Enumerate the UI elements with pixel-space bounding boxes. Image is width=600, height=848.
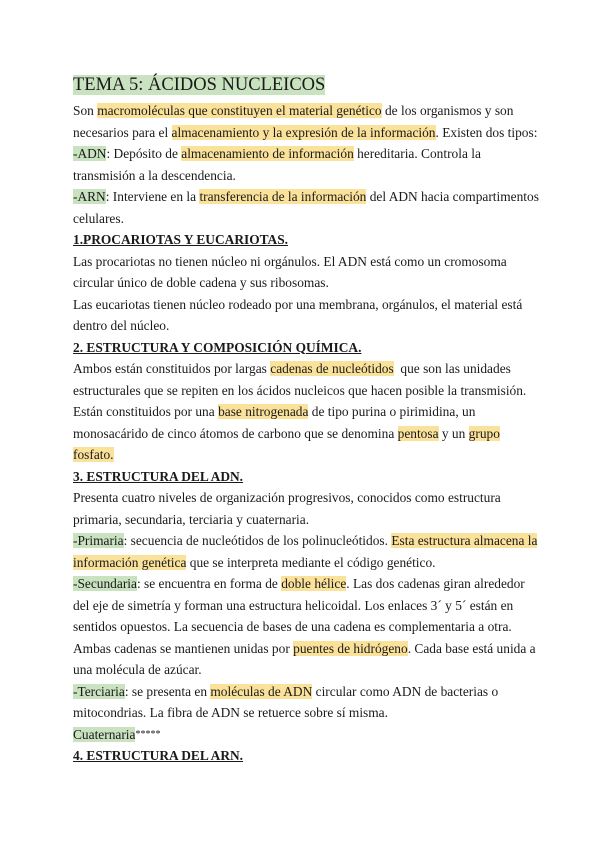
adn-paragraph: -ADN: Depósito de almacenamiento de información hereditaria. Controla la transmisión a la descendencia. <box>73 146 481 183</box>
term-label: -ARN <box>73 189 106 204</box>
highlight: almacenamiento y la expresión de la información <box>171 124 436 140</box>
secundaria-paragraph: -Secundaria: se encuentra en forma de doble hélice. Las dos cadenas giran alrededor del eje de simetría y forman una estructura helicoidal. Los enlaces 3´ y 5´ están en sentidos opuestos. La secuencia de bases de una cadena es complementaria a otra. Ambas cadenas se mantienen unidas por puentes de hidrógeno. Cada base está unida a una molécula de azúcar. <box>73 576 536 677</box>
section-1-paragraph-2: Las eucariotas tienen núcleo rodeado por una membrana, orgánulos, el material está dentro del núcleo. <box>73 296 523 333</box>
section-heading-1: 1.PROCARIOTAS Y EUCARIOTAS. <box>73 232 289 247</box>
arn-paragraph: -ARN: Interviene en la transferencia de la información del ADN hacia compartimentos celulares. <box>73 189 539 226</box>
term-label: -Secundaria <box>73 576 137 591</box>
term-label: Cuaternaria <box>73 726 136 742</box>
section-2-paragraph-1: Ambos están constituidos por largas cadenas de nucleótidos que son las unidades estructurales que se repiten en los ácidos nucleicos que hacen posible la transmisión. <box>73 361 527 398</box>
page-title: TEMA 5: ÁCIDOS NUCLEICOS <box>73 75 326 95</box>
section-heading-3: 3. ESTRUCTURA DEL ADN. <box>73 468 244 484</box>
highlight: base nitrogenada <box>218 404 309 419</box>
terciaria-paragraph: -Terciaria: se presenta en moléculas de ADN circular como ADN de bacterias o mitocondrias. La fibra de ADN se retuerce sobre sí misma. <box>73 683 499 720</box>
highlight: transferencia de la información <box>199 189 367 204</box>
term-label: -Terciaria <box>73 683 125 699</box>
term-label: -ADN <box>73 146 107 161</box>
document-page <box>73 72 543 767</box>
highlight: almacenamiento de información <box>181 146 354 161</box>
highlight: cadenas de nucleótidos <box>270 361 394 376</box>
intro-paragraph: Son macromoléculas que constituyen el material genético de los organismos y son necesarios para el almacenamiento y la expresión de la información. Existen dos tipos: <box>73 103 538 140</box>
section-3-paragraph-1: Presenta cuatro niveles de organización progresivos, conocidos como estructura primaria, secundaria, terciaria y cuaternaria. <box>73 490 501 527</box>
section-1-paragraph-1: Las procariotas no tienen núcleo ni orgánulos. El ADN está como un cromosoma circular único de doble cadena y sus ribosomas. <box>73 253 507 290</box>
section-heading-4: 4. ESTRUCTURA DEL ARN. <box>73 748 244 763</box>
primaria-paragraph: -Primaria: secuencia de nucleótidos de los polinucleótidos. Esta estructura almacena la información genética que se interpreta mediante el código genético. <box>73 533 538 570</box>
section-heading-2: 2. ESTRUCTURA Y COMPOSICIÓN QUÍMICA. <box>73 339 362 355</box>
highlight: pentosa <box>397 425 439 441</box>
highlight: macromoléculas que constituyen el material genético <box>97 103 382 118</box>
highlight: moléculas de ADN <box>210 683 313 699</box>
term-label: -Primaria <box>73 533 124 548</box>
highlight: Esta estructura almacena la información genética <box>73 533 538 570</box>
highlight: grupo fosfato. <box>73 425 500 462</box>
cuaternaria-paragraph: Cuaternaria***** <box>73 726 161 742</box>
section-2-paragraph-2: Están constituidos por una base nitrogenada de tipo purina o pirimidina, un monosacárido de cinco átomos de carbono que se denomina pentosa y un grupo fosfato. <box>73 404 500 462</box>
highlight: doble hélice <box>281 576 347 591</box>
highlight: puentes de hidrógeno <box>293 640 408 656</box>
